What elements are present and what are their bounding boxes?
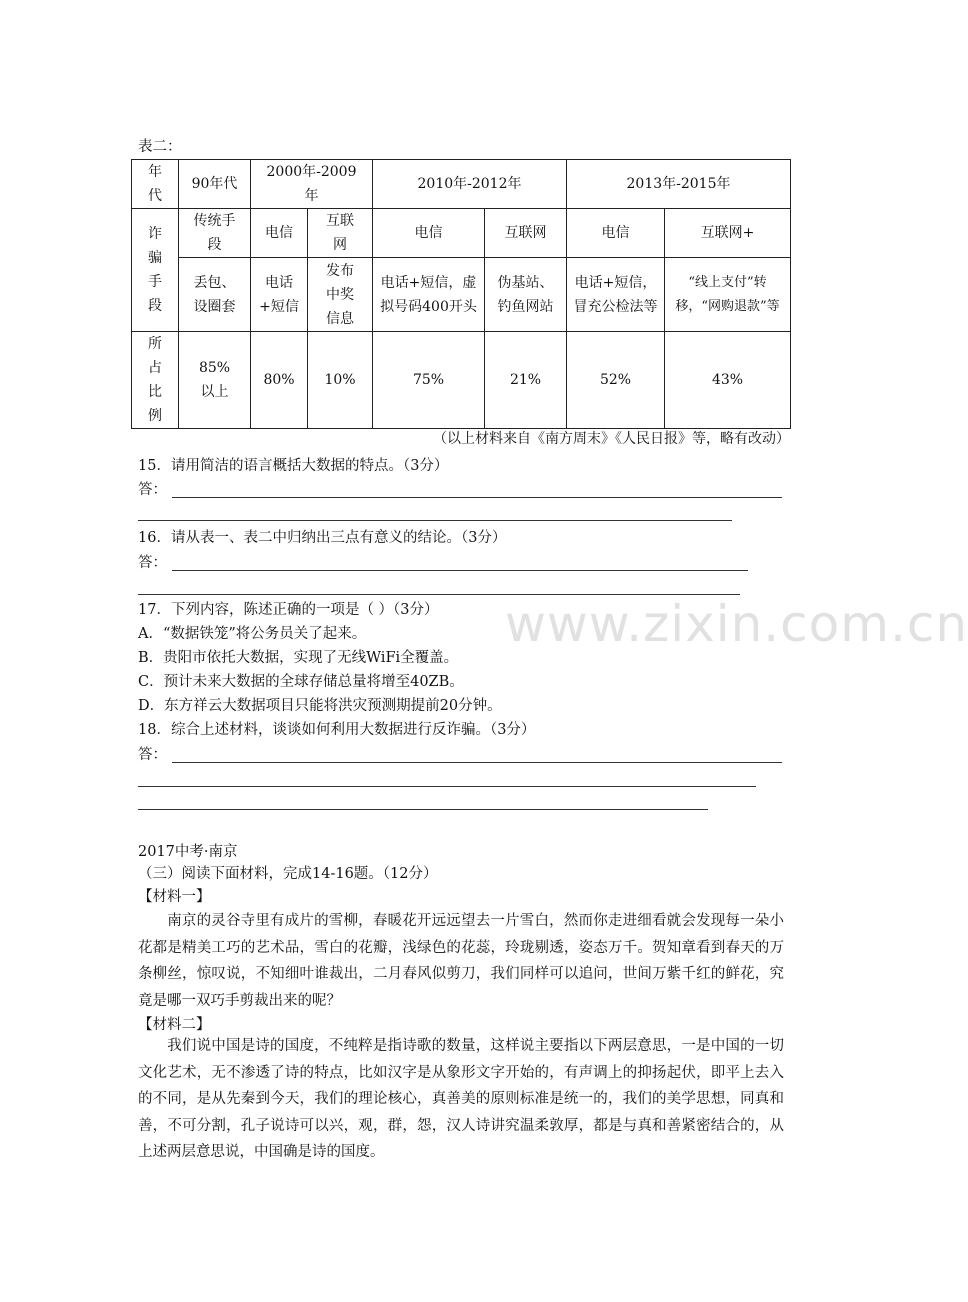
row-label-share: 所占比例 bbox=[132, 332, 179, 429]
answer-line[interactable] bbox=[138, 520, 732, 521]
detail-cell: “线上支付”转移，“网购退款”等 bbox=[665, 258, 791, 332]
material-1-text: 南京的灵谷寺里有成片的雪柳，春暖花开远远望去一片雪白，然而你走进细看就会发现每一朵小花都是精美工巧的艺术品，雪白的花瓣，浅绿色的花蕊，玲珑剔透，姿态万千。贺知章看到春天的万条柳丝，惊叹说，不知细叶谁裁出，二月春风似剪刀，我们同样可以追问，世间万紫千红的鲜花，究竟是哪一双巧手剪裁出来的呢？ bbox=[138, 913, 784, 1009]
material-2-heading: 【材料二】 bbox=[138, 1017, 211, 1033]
header-era: 年代 bbox=[132, 160, 179, 209]
material-1-heading: 【材料一】 bbox=[138, 889, 211, 905]
detail-cell: 发布中奖信息 bbox=[308, 258, 373, 332]
detail-cell: 伪基站、钓鱼网站 bbox=[485, 258, 567, 332]
detail-cell: 丢包、设圈套 bbox=[179, 258, 251, 332]
table-caption: 表二： bbox=[138, 139, 182, 155]
share-cell: 80% bbox=[251, 332, 308, 429]
type-cell: 电信 bbox=[373, 209, 485, 258]
answer-line[interactable] bbox=[138, 786, 756, 787]
section-instruction: （三）阅读下面材料，完成14-16题。（12分） bbox=[138, 866, 438, 882]
detail-cell: 电话+短信，冒充公检法等 bbox=[567, 258, 665, 332]
option-c[interactable]: C．预计未来大数据的全球存储总量将增至40ZB。 bbox=[138, 674, 464, 690]
type-cell: 互联网+ bbox=[665, 209, 791, 258]
watermark: www.zixin.com.cn bbox=[505, 595, 968, 653]
type-cell: 电信 bbox=[567, 209, 665, 258]
type-cell: 互联网 bbox=[308, 209, 373, 258]
source-note: （以上材料来自《南方周末》《人民日报》等，略有改动） bbox=[433, 431, 790, 447]
answer-line[interactable] bbox=[138, 809, 708, 810]
option-a[interactable]: A．“数据铁笼”将公务员关了起来。 bbox=[138, 626, 367, 642]
share-cell: 75% bbox=[373, 332, 485, 429]
answer-line[interactable] bbox=[138, 594, 740, 595]
material-2-text: 我们说中国是诗的国度，不纯粹是指诗歌的数量，这样说主要指以下两层意思，一是中国的一切文化艺术，无不渗透了诗的特点，比如汉字是从象形文字开始的，有声调上的抑扬起伏，即平上去入的不同，是从先秦到今天，我们的理论核心，真善美的原则标准是统一的，我们的美学思想，同真和善，不可分割，孔子说诗可以兴，观，群，怨，汉人诗讲究温柔敦厚，都是与真和善紧密结合的，从上述两层意思说，中国确是诗的国度。 bbox=[138, 1038, 784, 1160]
share-cell: 21% bbox=[485, 332, 567, 429]
answer-label: 答： bbox=[138, 482, 167, 498]
header-2010-2012: 2010年-2012年 bbox=[373, 160, 567, 209]
header-2000-2009: 2000年-2009年 bbox=[251, 160, 373, 209]
row-label-fraud-means: 诈骗手段 bbox=[132, 209, 179, 332]
answer-line[interactable] bbox=[172, 497, 782, 498]
share-cell: 85%以上 bbox=[179, 332, 251, 429]
detail-cell: 电话+短信 bbox=[251, 258, 308, 332]
type-cell: 互联网 bbox=[485, 209, 567, 258]
answer-line[interactable] bbox=[172, 570, 748, 571]
share-cell: 43% bbox=[665, 332, 791, 429]
fraud-table bbox=[131, 159, 791, 429]
header-90s: 90年代 bbox=[179, 160, 251, 209]
header-2013-2015: 2013年-2015年 bbox=[567, 160, 791, 209]
question-16: 16．请从表一、表二中归纳出三点有意义的结论。（3分） bbox=[138, 530, 507, 546]
question-17: 17．下列内容，陈述正确的一项是（ ）（3分） bbox=[138, 602, 439, 618]
question-15: 15．请用简洁的语言概括大数据的特点。（3分） bbox=[138, 458, 449, 474]
type-cell: 电信 bbox=[251, 209, 308, 258]
share-cell: 10% bbox=[308, 332, 373, 429]
answer-label: 答： bbox=[138, 747, 167, 763]
detail-cell: 电话+短信，虚拟号码400开头 bbox=[373, 258, 485, 332]
option-b[interactable]: B．贵阳市依托大数据，实现了无线WiFi全覆盖。 bbox=[138, 650, 459, 666]
share-cell: 52% bbox=[567, 332, 665, 429]
type-cell: 传统手段 bbox=[179, 209, 251, 258]
option-d[interactable]: D．东方祥云大数据项目只能将洪灾预测期提前20分钟。 bbox=[138, 698, 502, 714]
answer-label: 答： bbox=[138, 555, 167, 571]
question-18: 18．综合上述材料，谈谈如何利用大数据进行反诈骗。（3分） bbox=[138, 722, 536, 738]
exam-title: 2017中考·南京 bbox=[138, 844, 238, 860]
answer-line[interactable] bbox=[172, 762, 782, 763]
